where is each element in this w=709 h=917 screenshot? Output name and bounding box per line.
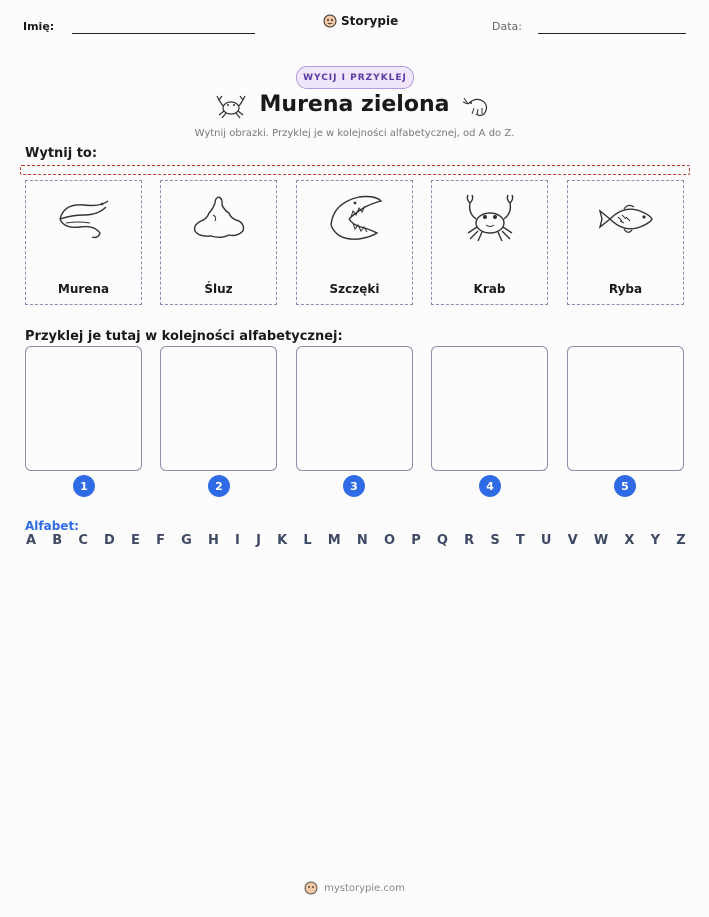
alphabet-title: Alfabet: [25, 519, 79, 533]
alphabet-letter: K [277, 533, 288, 548]
card-label: Krab [473, 282, 506, 296]
cut-card-sluz[interactable] [160, 180, 277, 305]
jaws-icon [325, 189, 385, 249]
paste-slot-4[interactable] [431, 346, 548, 471]
paste-slot-2[interactable] [160, 346, 277, 471]
cut-card-szczeki[interactable] [296, 180, 413, 305]
paste-slot-5[interactable] [567, 346, 684, 471]
paste-slot-3[interactable] [296, 346, 413, 471]
slot-number-3: 3 [343, 475, 365, 497]
alphabet-letter: H [207, 533, 219, 548]
slime-icon [189, 189, 249, 249]
crab-icon [460, 189, 520, 249]
alphabet-letter: E [131, 533, 140, 548]
cut-card-ryba[interactable] [567, 180, 684, 305]
storypie-mascot-icon [304, 881, 318, 895]
alphabet-row [26, 533, 686, 548]
alphabet-letter: G [181, 533, 192, 548]
card-label: Ryba [608, 282, 643, 296]
alphabet-letter: S [490, 533, 500, 548]
paste-slot-1[interactable] [25, 346, 142, 471]
instructions: Wytnij obrazki. Przyklej je w kolejności alfabetycznej, od A do Z. [194, 128, 515, 139]
alphabet-letter: U [540, 533, 552, 548]
card-label: Śluz [204, 282, 233, 296]
alphabet-letter: I [235, 533, 240, 548]
eel-icon [54, 189, 114, 249]
name-label: Imię: [23, 20, 55, 33]
alphabet-letter: X [624, 533, 635, 548]
alphabet-letter: F [156, 533, 165, 548]
name-line[interactable] [72, 33, 255, 34]
card-label: Szczęki [329, 282, 380, 296]
storypie-mascot-icon [323, 14, 337, 28]
date-line[interactable] [538, 33, 686, 34]
brand-logo [323, 14, 398, 28]
cut-card-murena[interactable] [25, 180, 142, 305]
alphabet-letter: Y [650, 533, 661, 548]
slot-number-1: 1 [73, 475, 95, 497]
alphabet-letter: A [26, 533, 37, 548]
alphabet-letter: L [303, 533, 312, 548]
alphabet-letter: V [567, 533, 578, 548]
slot-number-4: 4 [479, 475, 501, 497]
card-label: Murena [57, 282, 110, 296]
paste-heading: Przyklej je tutaj w kolejności alfabetycznej: [25, 329, 343, 344]
page-title: Murena zielona [259, 92, 450, 117]
alphabet-letter: D [104, 533, 115, 548]
slot-number-2: 2 [208, 475, 230, 497]
date-label: Data: [492, 20, 522, 33]
fish-icon [596, 189, 656, 249]
alphabet-letter: B [52, 533, 63, 548]
shrimp-icon [462, 94, 492, 120]
alphabet-letter: T [515, 533, 525, 548]
footer [0, 881, 709, 895]
alphabet-letter: M [327, 533, 341, 548]
alphabet-letter: C [78, 533, 88, 548]
alphabet-letter: N [356, 533, 368, 548]
brand-name: Storypie [341, 14, 399, 28]
cut-line [20, 165, 690, 175]
alphabet-letter: O [383, 533, 396, 548]
alphabet-letter: Z [676, 533, 686, 548]
alphabet-letter: Q [436, 533, 448, 548]
slot-number-5: 5 [614, 475, 636, 497]
alphabet-letter: P [411, 533, 421, 548]
alphabet-letter: W [593, 533, 609, 548]
footer-url[interactable]: mystorypie.com [324, 882, 405, 894]
activity-badge: WYCIJ I PRZYKLEJ [296, 66, 414, 89]
cut-card-krab[interactable] [431, 180, 548, 305]
alphabet-letter: R [464, 533, 475, 548]
cut-heading: Wytnij to: [25, 146, 98, 161]
alphabet-letter: J [256, 533, 261, 548]
